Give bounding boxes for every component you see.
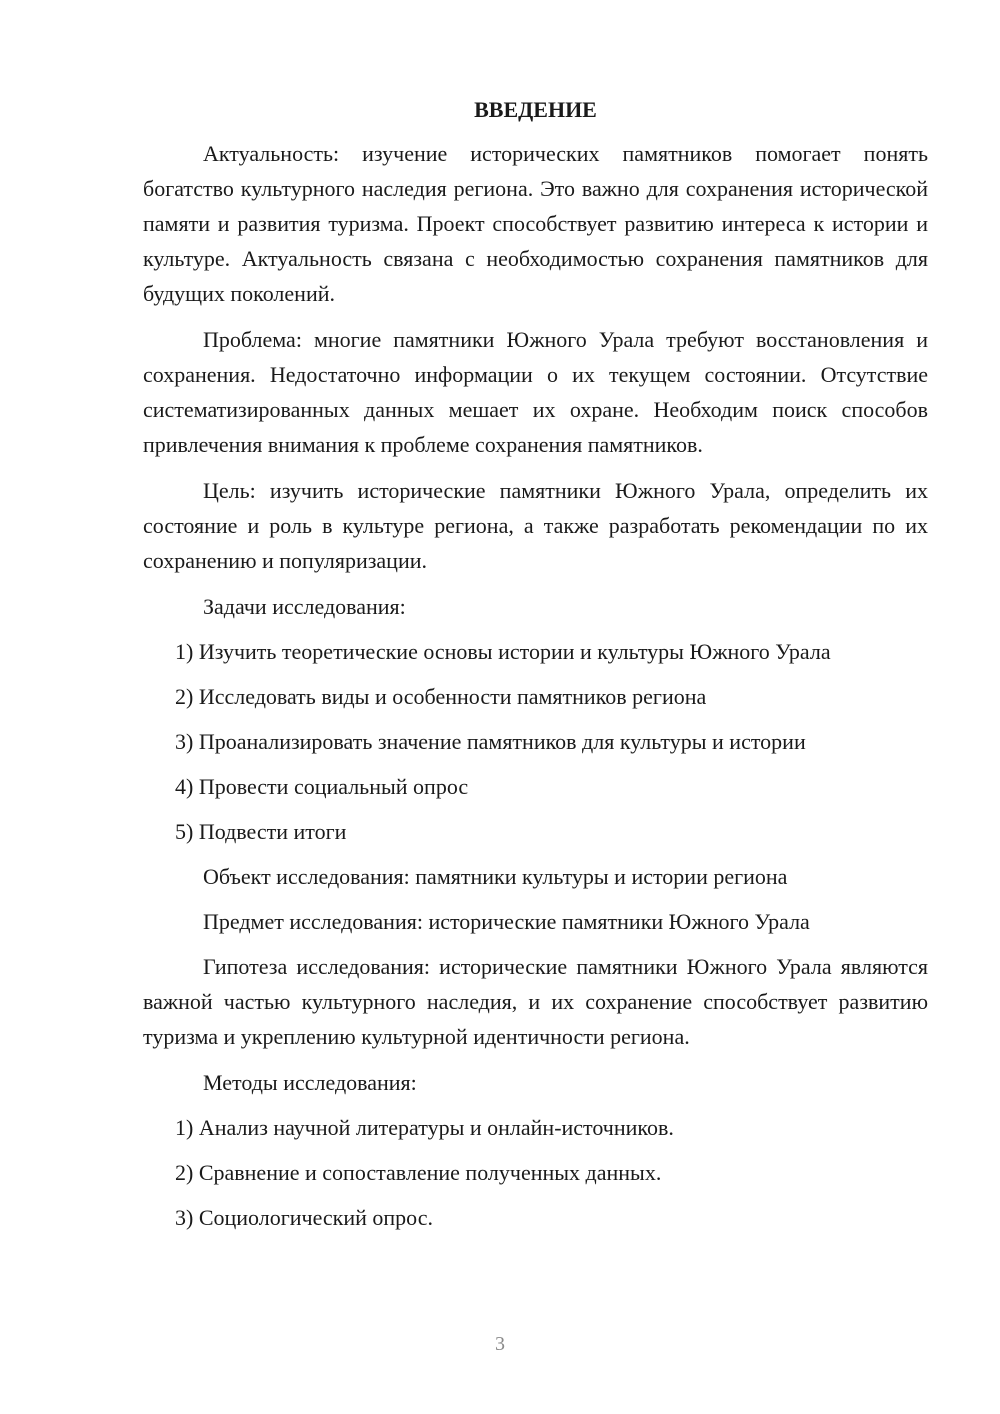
task-item-5: 5) Подвести итоги (175, 819, 347, 844)
document-title: ВВЕДЕНИЕ (474, 97, 597, 122)
page-number: 3 (495, 1333, 505, 1355)
relevance-paragraph: Актуальность: изучение исторических памятников помогает понять богатство культурного наследия региона. Это важно для сохранения исторической памяти и развития туризма. Проект способствует развитию интереса к истории и культуре. Актуальность связана с необходимостью сохранения памятников для будущих поколений. (143, 141, 928, 306)
method-item-3: 3) Социологический опрос. (175, 1205, 433, 1230)
hypothesis-paragraph: Гипотеза исследования: исторические памятники Южного Урала являются важной частью культурного наследия, и их сохранение способствует развитию туризма и укреплению культурной идентичности региона. (143, 954, 928, 1049)
problem-paragraph: Проблема: многие памятники Южного Урала требуют восстановления и сохранения. Недостаточно информации о их текущем состоянии. Отсутствие систематизированных данных мешает их охране. Необходим поиск способов привлечения внимания к проблеме сохранения памятников. (143, 327, 928, 457)
research-object: Объект исследования: памятники культуры и истории региона (203, 864, 788, 889)
methods-heading: Методы исследования: (203, 1070, 417, 1095)
task-item-3: 3) Проанализировать значение памятников для культуры и истории (175, 729, 806, 754)
goal-paragraph: Цель: изучить исторические памятники Южного Урала, определить их состояние и роль в культуре региона, а также разработать рекомендации по их сохранению и популяризации. (143, 478, 928, 573)
task-item-4: 4) Провести социальный опрос (175, 774, 469, 799)
tasks-heading: Задачи исследования: (203, 594, 406, 619)
task-item-1: 1) Изучить теоретические основы истории и культуры Южного Урала (175, 639, 831, 664)
research-subject: Предмет исследования: исторические памятники Южного Урала (203, 909, 810, 934)
task-item-2: 2) Исследовать виды и особенности памятников региона (175, 684, 707, 709)
method-item-1: 1) Анализ научной литературы и онлайн-источников. (175, 1115, 674, 1140)
method-item-2: 2) Сравнение и сопоставление полученных данных. (175, 1160, 662, 1185)
document-page (143, 90, 928, 1245)
